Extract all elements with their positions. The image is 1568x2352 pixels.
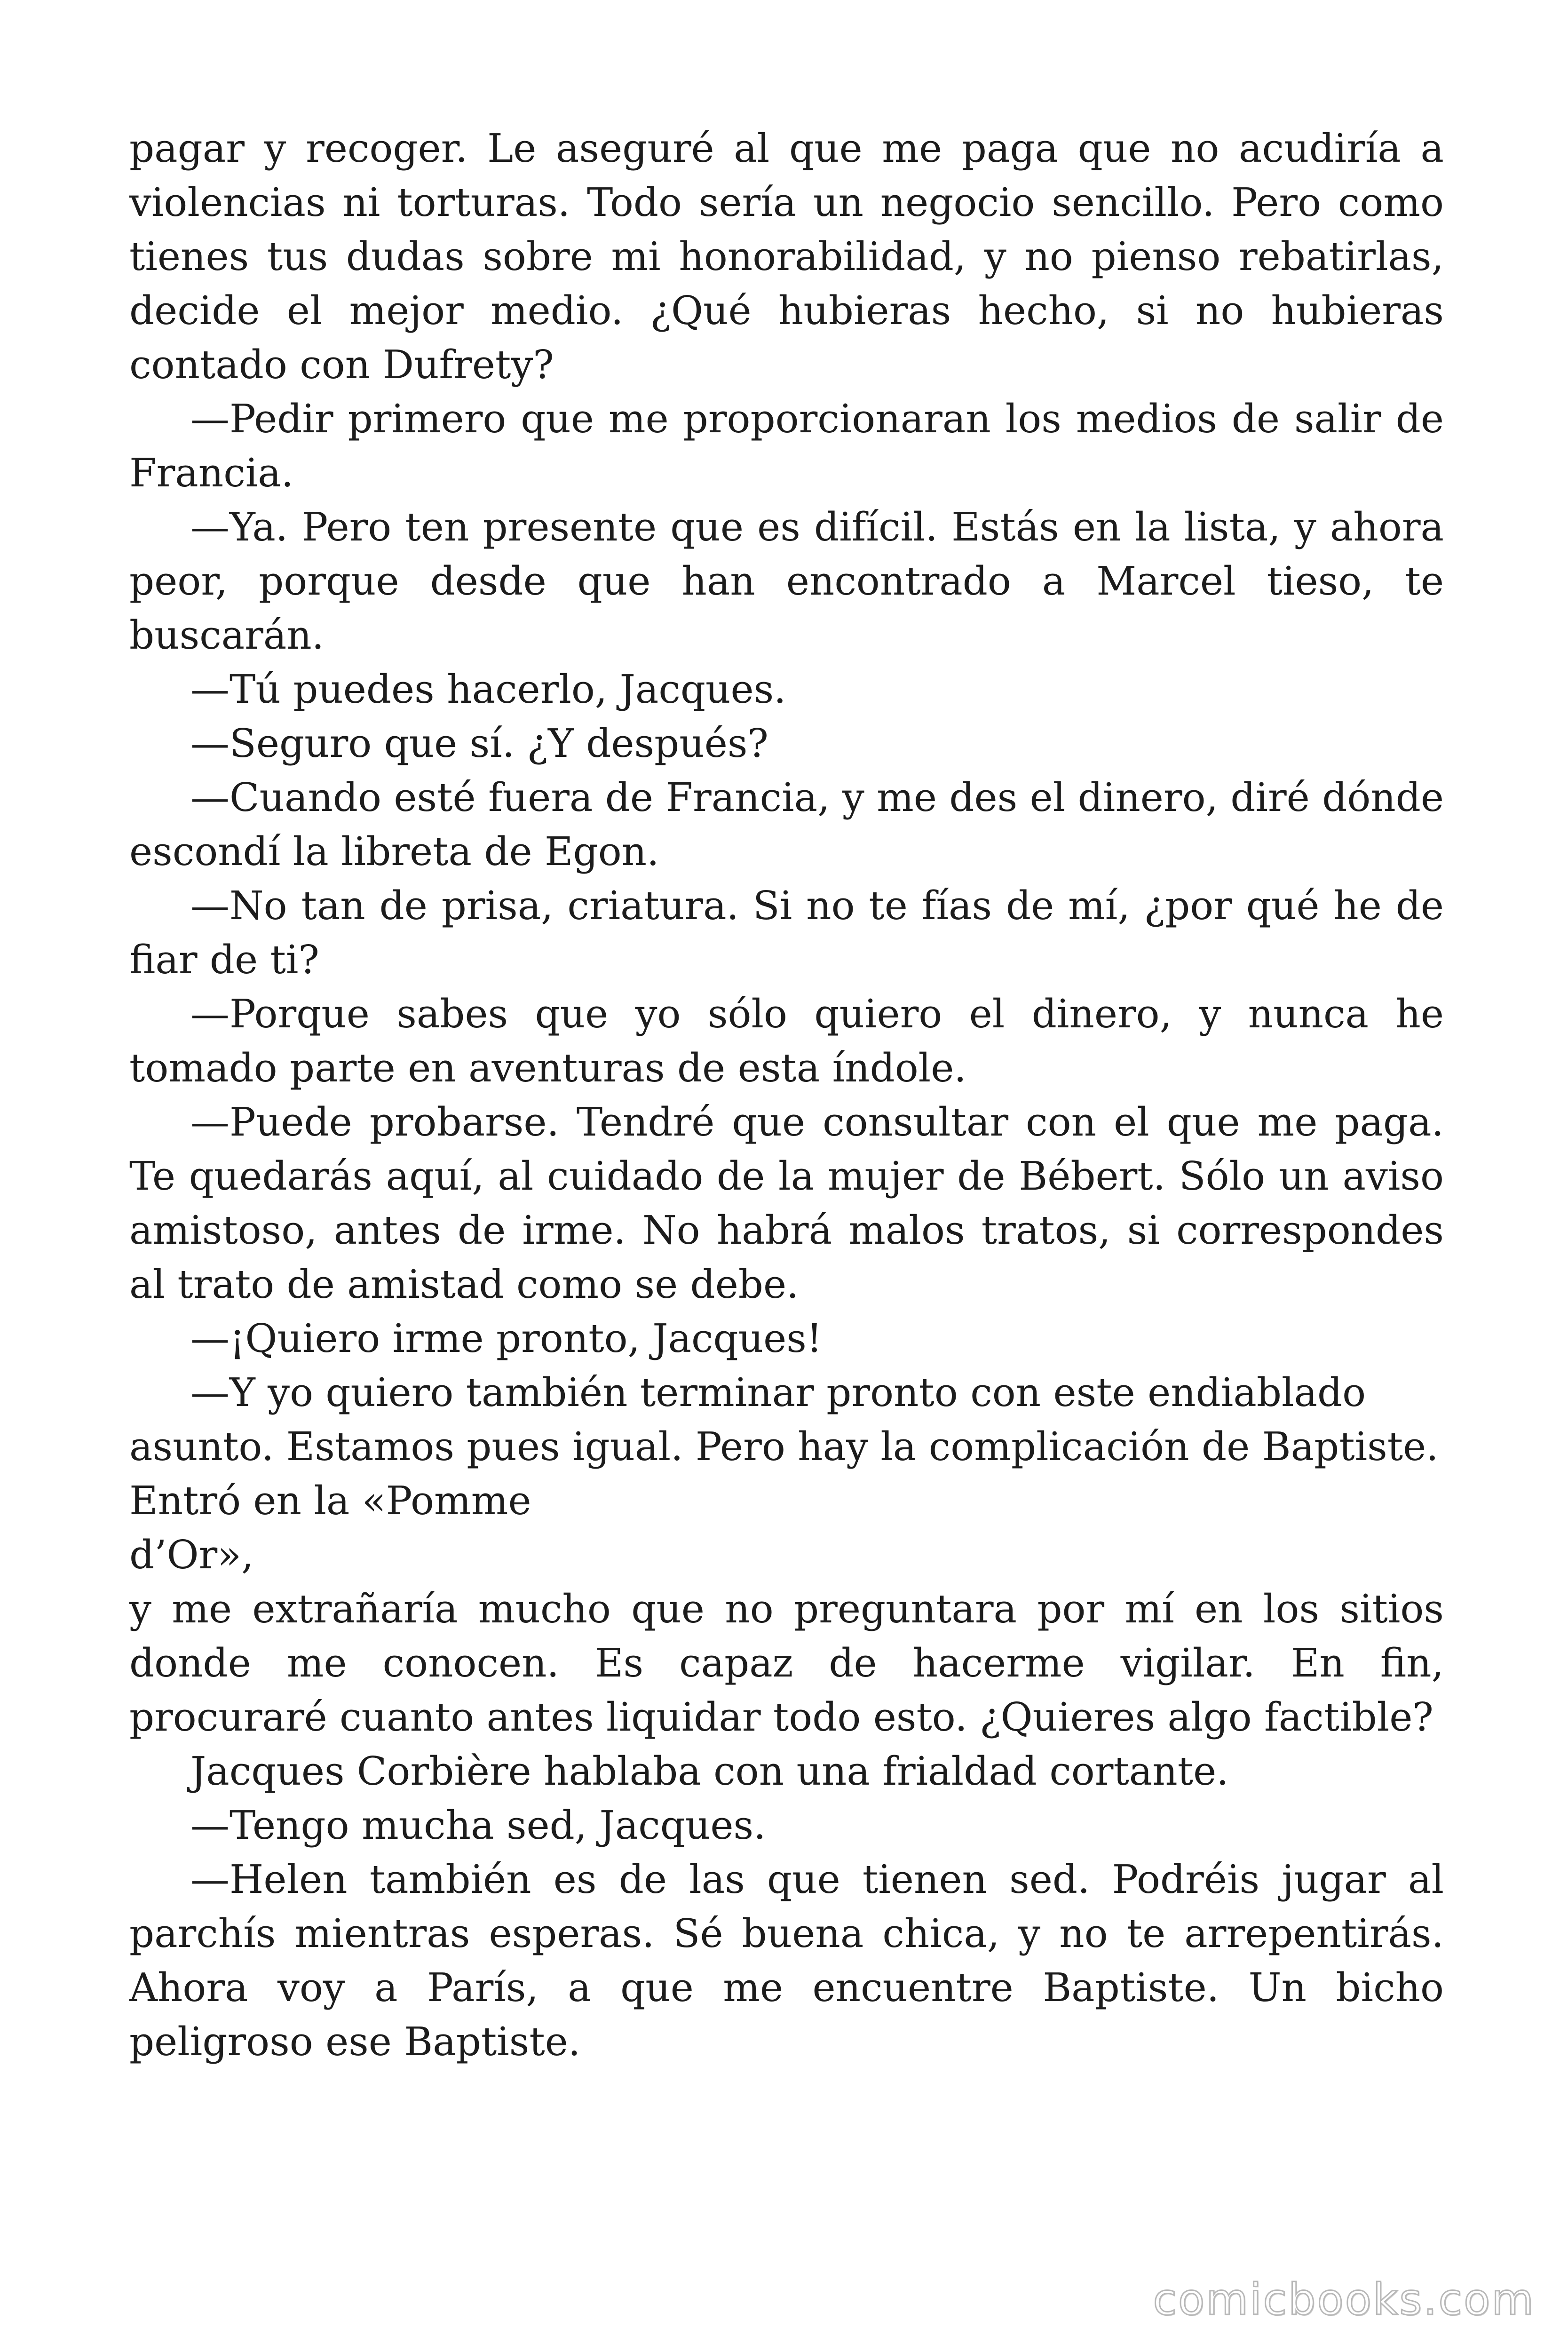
dialogue-line: —Tú puedes hacerlo, Jacques. (190, 667, 786, 712)
paragraph-fragment: y me extrañaría mucho que no preguntara por mí en los sitios donde me conocen. Es capaz de hacerme vigilar. En fin, procuraré cuanto antes liquidar todo esto. ¿Quieres algo factible? (129, 1586, 1444, 1740)
narration-line: Jacques Corbière hablaba con una frialdad cortante. (190, 1748, 1229, 1794)
dialogue-line: —Y yo quiero también terminar pronto con este endiablado asunto. Estamos pues igual. Pero hay la complicación de Baptiste. Entró en la «Pomme (129, 1370, 1439, 1524)
body-text (129, 121, 1444, 2069)
dialogue-line: —No tan de prisa, criatura. Si no te fías de mí, ¿por qué he de fiar de ti? (129, 883, 1444, 983)
dialogue-line: —Porque sabes que yo sólo quiero el dinero, y nunca he tomado parte en aventuras de esta índole. (129, 991, 1444, 1091)
dialogue-line: —Cuando esté fuera de Francia, y me des el dinero, diré dónde escondí la libreta de Egon. (129, 775, 1444, 874)
paragraph-fragment: d’Or», (129, 1532, 254, 1578)
watermark-logo: comicbooks.com (1153, 2274, 1535, 2325)
paragraph: pagar y recoger. Le aseguré al que me paga que no acudiría a violencias ni torturas. Todo sería un negocio sencillo. Pero como tienes tus dudas sobre mi honorabilidad, y no pienso rebatirlas, decide el mejor medio. ¿Qué hubieras hecho, si no hubieras contado con Dufrety? (129, 126, 1444, 388)
dialogue-line: —Pedir primero que me proporcionaran los medios de salir de Francia. (129, 396, 1444, 496)
dialogue-line: —Seguro que sí. ¿Y después? (190, 721, 768, 766)
dialogue-line: —Ya. Pero ten presente que es difícil. Estás en la lista, y ahora peor, porque desde que han encontrado a Marcel tieso, te buscarán. (129, 504, 1444, 658)
dialogue-line: —Tengo mucha sed, Jacques. (190, 1803, 766, 1848)
dialogue-line: —Helen también es de las que tienen sed. Podréis jugar al parchís mientras esperas. Sé buena chica, y no te arrepentirás. Ahora voy a París, a que me encuentre Baptiste. Un bicho peligroso ese Baptiste. (129, 1857, 1444, 2065)
dialogue-line: —Puede probarse. Tendré que consultar con el que me paga. Te quedarás aquí, al cuidado de la mujer de Bébert. Sólo un aviso amistoso, antes de irme. No habrá malos tratos, si correspondes al trato de amistad como se debe. (129, 1099, 1444, 1307)
dialogue-line: —¡Quiero irme pronto, Jacques! (190, 1316, 823, 1361)
